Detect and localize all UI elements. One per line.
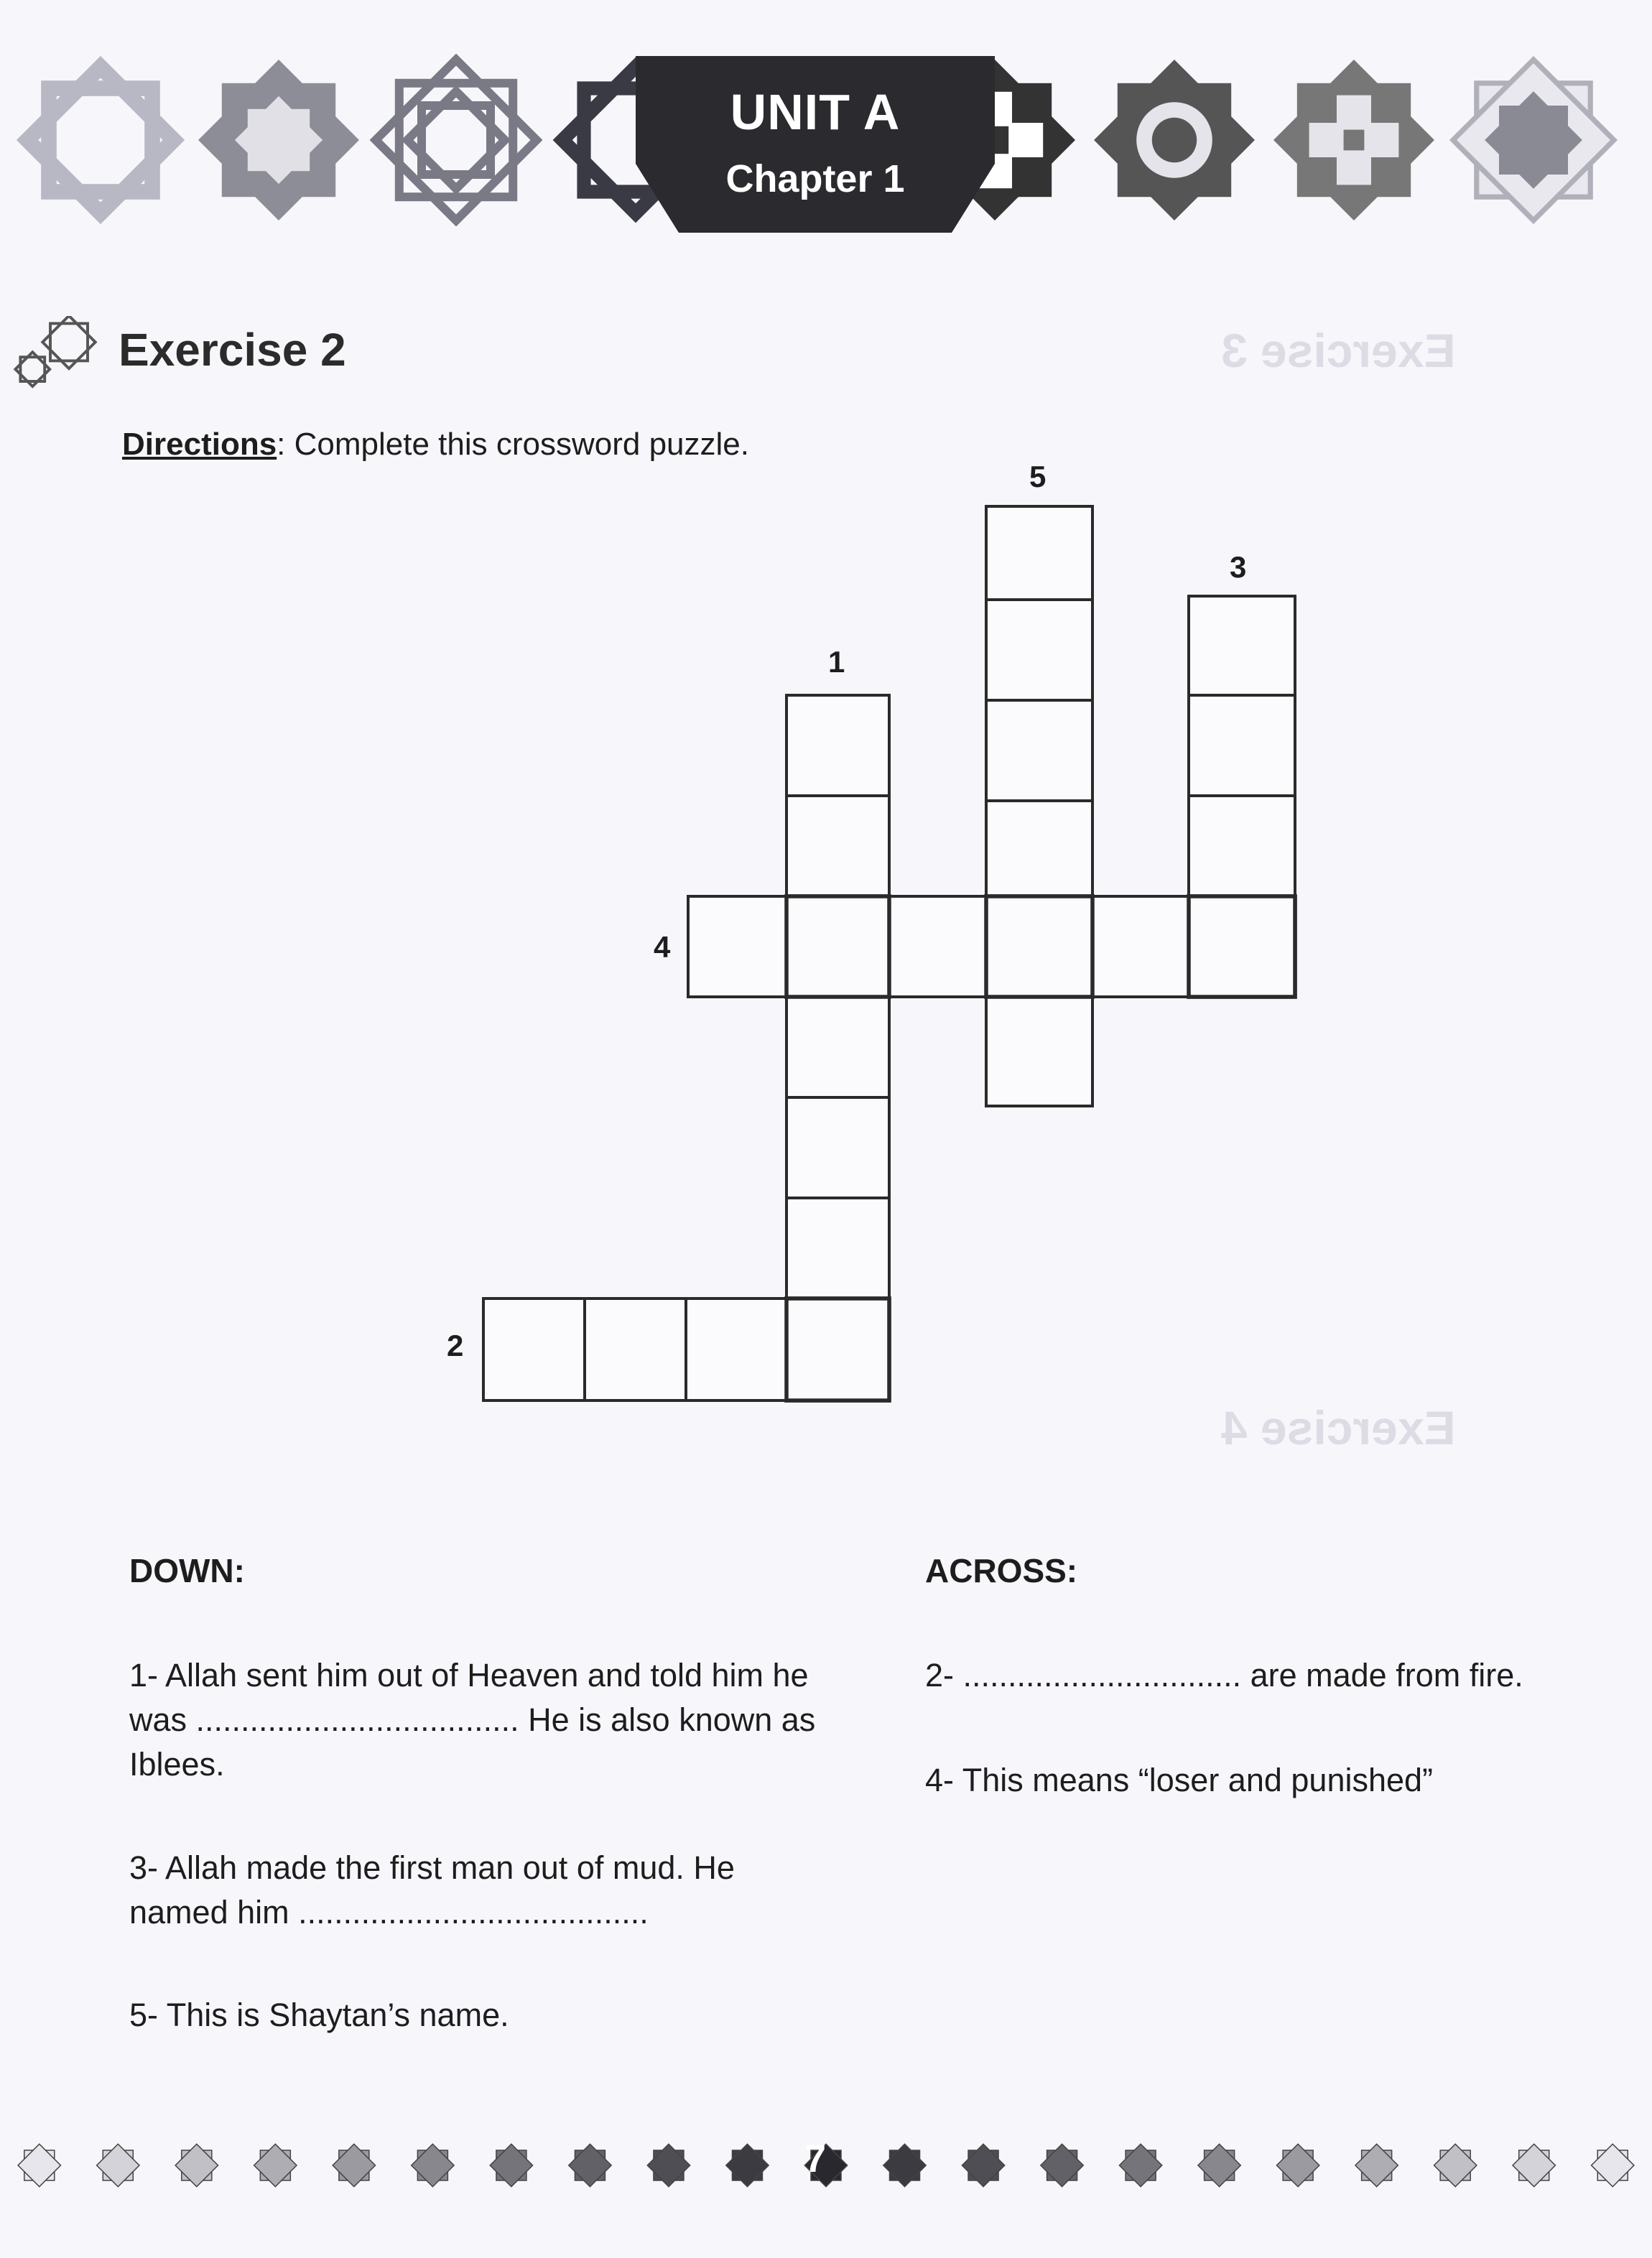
page-number: 7 xyxy=(804,2137,827,2180)
footer-star-icon xyxy=(1276,2144,1319,2186)
crossword-cell xyxy=(986,700,1092,801)
crossword-cell xyxy=(986,896,1092,997)
down-clue-1: 1- Allah sent him out of Heaven and told him he was .................................... He is also known as Iblees. xyxy=(129,1657,816,1783)
crossword-cell xyxy=(1189,596,1295,695)
crossword-cell xyxy=(1189,695,1295,796)
unit-title: UNIT A xyxy=(730,84,901,140)
crossword-cell xyxy=(786,1097,889,1198)
down-clue-3: 3- Allah made the first man out of mud. He named him ....................................... xyxy=(129,1849,735,1931)
footer-star-icon xyxy=(1434,2144,1476,2186)
footer-star-icon xyxy=(175,2144,218,2186)
footer-star-icon xyxy=(97,2144,139,2186)
crossword-cell xyxy=(1189,896,1295,997)
crossword-cell xyxy=(986,506,1092,600)
clue-number: 1 xyxy=(828,645,845,679)
crossword-cell xyxy=(1092,896,1189,997)
crossword-cell xyxy=(585,1298,686,1400)
exercise-title: Exercise 2 xyxy=(119,324,346,376)
crossword-cell xyxy=(986,600,1092,700)
star-ornament-icon xyxy=(1088,54,1261,226)
footer-star-icon xyxy=(1592,2144,1634,2186)
unit-banner xyxy=(636,56,995,233)
footer-star-icon xyxy=(726,2144,769,2186)
crossword-cell xyxy=(889,896,986,997)
down-heading: DOWN: xyxy=(129,1552,245,1589)
crossword-cell xyxy=(686,1298,786,1400)
crossword-cell xyxy=(786,796,889,896)
star-bullet-icon xyxy=(13,316,106,409)
star-ornament-icon xyxy=(192,54,365,226)
star-ornament-icon xyxy=(1268,54,1440,226)
crossword-cell xyxy=(786,695,889,796)
footer-star-icon xyxy=(1041,2144,1083,2186)
star-ornament-icon xyxy=(370,54,542,226)
down-clue-5: 5- This is Shaytan’s name. xyxy=(129,1997,509,2033)
across-clue-4: 4- This means “loser and punished” xyxy=(925,1762,1434,1798)
footer-star-icon xyxy=(962,2144,1004,2186)
show-through-text: Exercise 4 xyxy=(1221,1401,1456,1454)
clue-number: 4 xyxy=(654,930,671,964)
footer-star-icon xyxy=(569,2144,611,2186)
crossword-cell xyxy=(688,896,786,997)
footer-star-icon xyxy=(1355,2144,1398,2186)
across-heading: ACROSS: xyxy=(925,1552,1078,1589)
footer-star-icon xyxy=(1119,2144,1161,2186)
footer-star-icon xyxy=(883,2144,926,2186)
footer-star-icon xyxy=(18,2144,60,2186)
clue-number: 5 xyxy=(1029,460,1047,493)
footer-star-icon xyxy=(1513,2144,1555,2186)
footer-star-icon xyxy=(333,2144,375,2186)
footer-star-icon xyxy=(1198,2144,1240,2186)
clue-number: 2 xyxy=(447,1329,464,1362)
crossword-cell xyxy=(986,801,1092,896)
across-clue-2: 2- ............................... are made from fire. xyxy=(925,1657,1523,1694)
clue-number: 3 xyxy=(1230,550,1247,584)
directions-label: Directions xyxy=(122,427,277,462)
geometric-ornament-icon xyxy=(14,54,187,226)
chapter-title: Chapter 1 xyxy=(725,157,905,200)
footer-star-icon xyxy=(490,2144,532,2186)
crossword-cell xyxy=(786,896,889,997)
crossword-cell xyxy=(1189,796,1295,896)
directions xyxy=(122,427,749,463)
crossword-cell xyxy=(986,997,1092,1106)
footer-star-icon xyxy=(254,2144,297,2186)
crossword-cell xyxy=(786,1298,889,1400)
footer-star-icon xyxy=(412,2144,454,2186)
star-ornament-icon xyxy=(1447,54,1620,226)
show-through-text: Exercise 3 xyxy=(1221,324,1456,377)
footer-star-icon xyxy=(647,2144,690,2186)
crossword-cell xyxy=(786,997,889,1097)
crossword-cell xyxy=(483,1298,585,1400)
directions-text: : Complete this crossword puzzle. xyxy=(277,427,749,462)
crossword-cell xyxy=(786,1198,889,1298)
